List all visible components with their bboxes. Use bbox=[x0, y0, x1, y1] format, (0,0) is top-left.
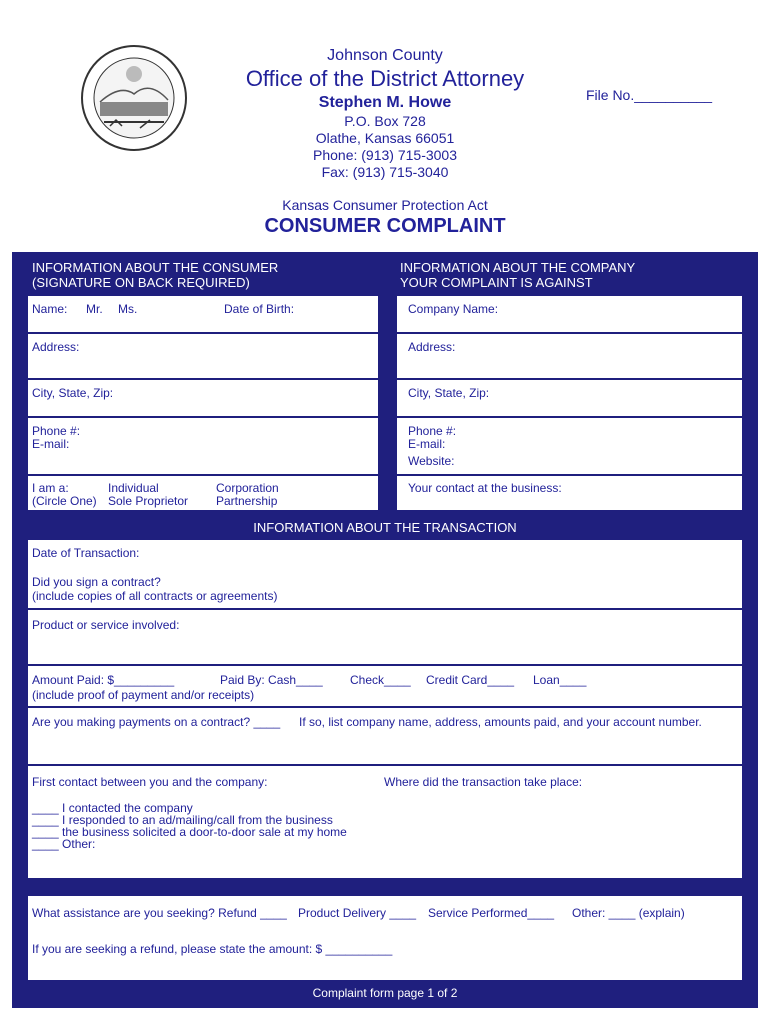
consumer-phone-cell[interactable] bbox=[28, 418, 378, 474]
contact-option-4[interactable]: ____ Other: bbox=[32, 837, 96, 851]
paid-by-cash-field[interactable]: Paid By: Cash____ bbox=[220, 673, 323, 687]
first-contact-label: First contact between you and the company: bbox=[32, 775, 268, 789]
contract-question: Did you sign a contract? bbox=[32, 575, 161, 589]
assistance-refund-field[interactable]: What assistance are you seeking? Refund ____ bbox=[32, 906, 287, 920]
company-contact-label: Your contact at the business: bbox=[408, 481, 562, 495]
company-city-label: City, State, Zip: bbox=[408, 386, 490, 400]
po-box: P.O. Box 728 bbox=[344, 113, 426, 129]
consumer-city-label: City, State, Zip: bbox=[32, 386, 114, 400]
consumer-address-label: Address: bbox=[32, 340, 80, 354]
office-city: Olathe, Kansas 66051 bbox=[315, 130, 455, 146]
form-title: CONSUMER COMPLAINT bbox=[264, 215, 506, 237]
service-performed-field[interactable]: Service Performed____ bbox=[428, 906, 555, 920]
company-heading-2: YOUR COMPLAINT IS AGAINST bbox=[400, 275, 593, 290]
payments-question[interactable]: Are you making payments on a contract? ____ bbox=[32, 715, 281, 729]
county-name: Johnson County bbox=[327, 47, 443, 64]
consumer-type-cell[interactable] bbox=[28, 476, 378, 510]
contract-note: (include copies of all contracts or agreements) bbox=[32, 589, 278, 603]
company-phone-cell[interactable] bbox=[397, 418, 742, 474]
consumer-heading-1: INFORMATION ABOUT THE CONSUMER bbox=[32, 260, 279, 275]
product-label: Product or service involved: bbox=[32, 618, 180, 632]
payment-cell[interactable] bbox=[28, 666, 742, 706]
loan-field[interactable]: Loan____ bbox=[533, 673, 587, 687]
consumer-name-cell[interactable] bbox=[28, 296, 378, 332]
county-seal bbox=[80, 44, 188, 152]
company-phone-label: Phone #: bbox=[408, 424, 457, 438]
name-label: Name: bbox=[32, 302, 68, 316]
company-address-label: Address: bbox=[408, 340, 456, 354]
da-name: Stephen M. Howe bbox=[318, 94, 452, 111]
company-name-label: Company Name: bbox=[408, 302, 499, 316]
dob-label: Date of Birth: bbox=[224, 302, 295, 316]
office-phone: Phone: (913) 715-3003 bbox=[313, 147, 457, 163]
check-field[interactable]: Check____ bbox=[350, 673, 411, 687]
consumer-email-label: E-mail: bbox=[32, 437, 70, 451]
assistance-cell[interactable] bbox=[28, 896, 742, 980]
if-so-instruction: If so, list company name, address, amounts paid, and your account number. bbox=[299, 715, 702, 729]
office-fax: Fax: (913) 715-3040 bbox=[321, 164, 449, 180]
contact-option-2[interactable]: ____ I responded to an ad/mailing/call from the business bbox=[32, 813, 333, 827]
transaction-date-label: Date of Transaction: bbox=[32, 546, 140, 560]
contact-option-3[interactable]: ____ the business solicited a door-to-door sale at my home bbox=[32, 825, 347, 839]
office-title: Office of the District Attorney bbox=[245, 66, 525, 91]
credit-card-field[interactable]: Credit Card____ bbox=[426, 673, 515, 687]
partnership-option[interactable]: Partnership bbox=[216, 494, 278, 508]
corporation-option[interactable]: Corporation bbox=[216, 481, 279, 495]
act-name: Kansas Consumer Protection Act bbox=[282, 197, 488, 213]
circle-one-label: (Circle One) bbox=[32, 494, 97, 508]
amount-paid-field[interactable]: Amount Paid: $_________ bbox=[32, 673, 175, 687]
transaction-heading: INFORMATION ABOUT THE TRANSACTION bbox=[253, 520, 517, 535]
product-delivery-field[interactable]: Product Delivery ____ bbox=[298, 906, 417, 920]
consumer-phone-label: Phone #: bbox=[32, 424, 81, 438]
company-heading-1: INFORMATION ABOUT THE COMPANY bbox=[400, 260, 636, 275]
company-city-cell[interactable] bbox=[397, 380, 742, 416]
consumer-heading-2: (SIGNATURE ON BACK REQUIRED) bbox=[32, 275, 250, 290]
individual-option[interactable]: Individual bbox=[108, 481, 159, 495]
complaint-form bbox=[12, 252, 758, 1008]
where-label: Where did the transaction take place: bbox=[384, 775, 583, 789]
other-field[interactable]: Other: ____ (explain) bbox=[572, 906, 685, 920]
proof-note: (include proof of payment and/or receipts) bbox=[32, 688, 255, 702]
company-website-label: Website: bbox=[408, 454, 455, 468]
page-footer: Complaint form page 1 of 2 bbox=[312, 986, 458, 1000]
company-address-cell[interactable] bbox=[397, 334, 742, 378]
iama-label: I am a: bbox=[32, 481, 69, 495]
company-contact-cell[interactable] bbox=[397, 476, 742, 510]
consumer-city-cell[interactable] bbox=[28, 380, 378, 416]
product-cell[interactable] bbox=[28, 610, 742, 664]
mr-option[interactable]: Mr. bbox=[86, 302, 103, 316]
contract-payments-cell[interactable] bbox=[28, 708, 742, 764]
file-number-field[interactable]: File No.__________ bbox=[586, 87, 713, 103]
ms-option[interactable]: Ms. bbox=[118, 302, 138, 316]
contact-option-1[interactable]: ____ I contacted the company bbox=[32, 801, 193, 815]
company-name-cell[interactable] bbox=[397, 296, 742, 332]
sole-proprietor-option[interactable]: Sole Proprietor bbox=[108, 494, 189, 508]
transaction-date-cell[interactable] bbox=[28, 540, 742, 608]
company-email-label: E-mail: bbox=[408, 437, 446, 451]
refund-amount-field[interactable]: If you are seeking a refund, please state the amount: $ __________ bbox=[32, 942, 393, 956]
first-contact-cell[interactable] bbox=[28, 766, 742, 878]
consumer-address-cell[interactable] bbox=[28, 334, 378, 378]
